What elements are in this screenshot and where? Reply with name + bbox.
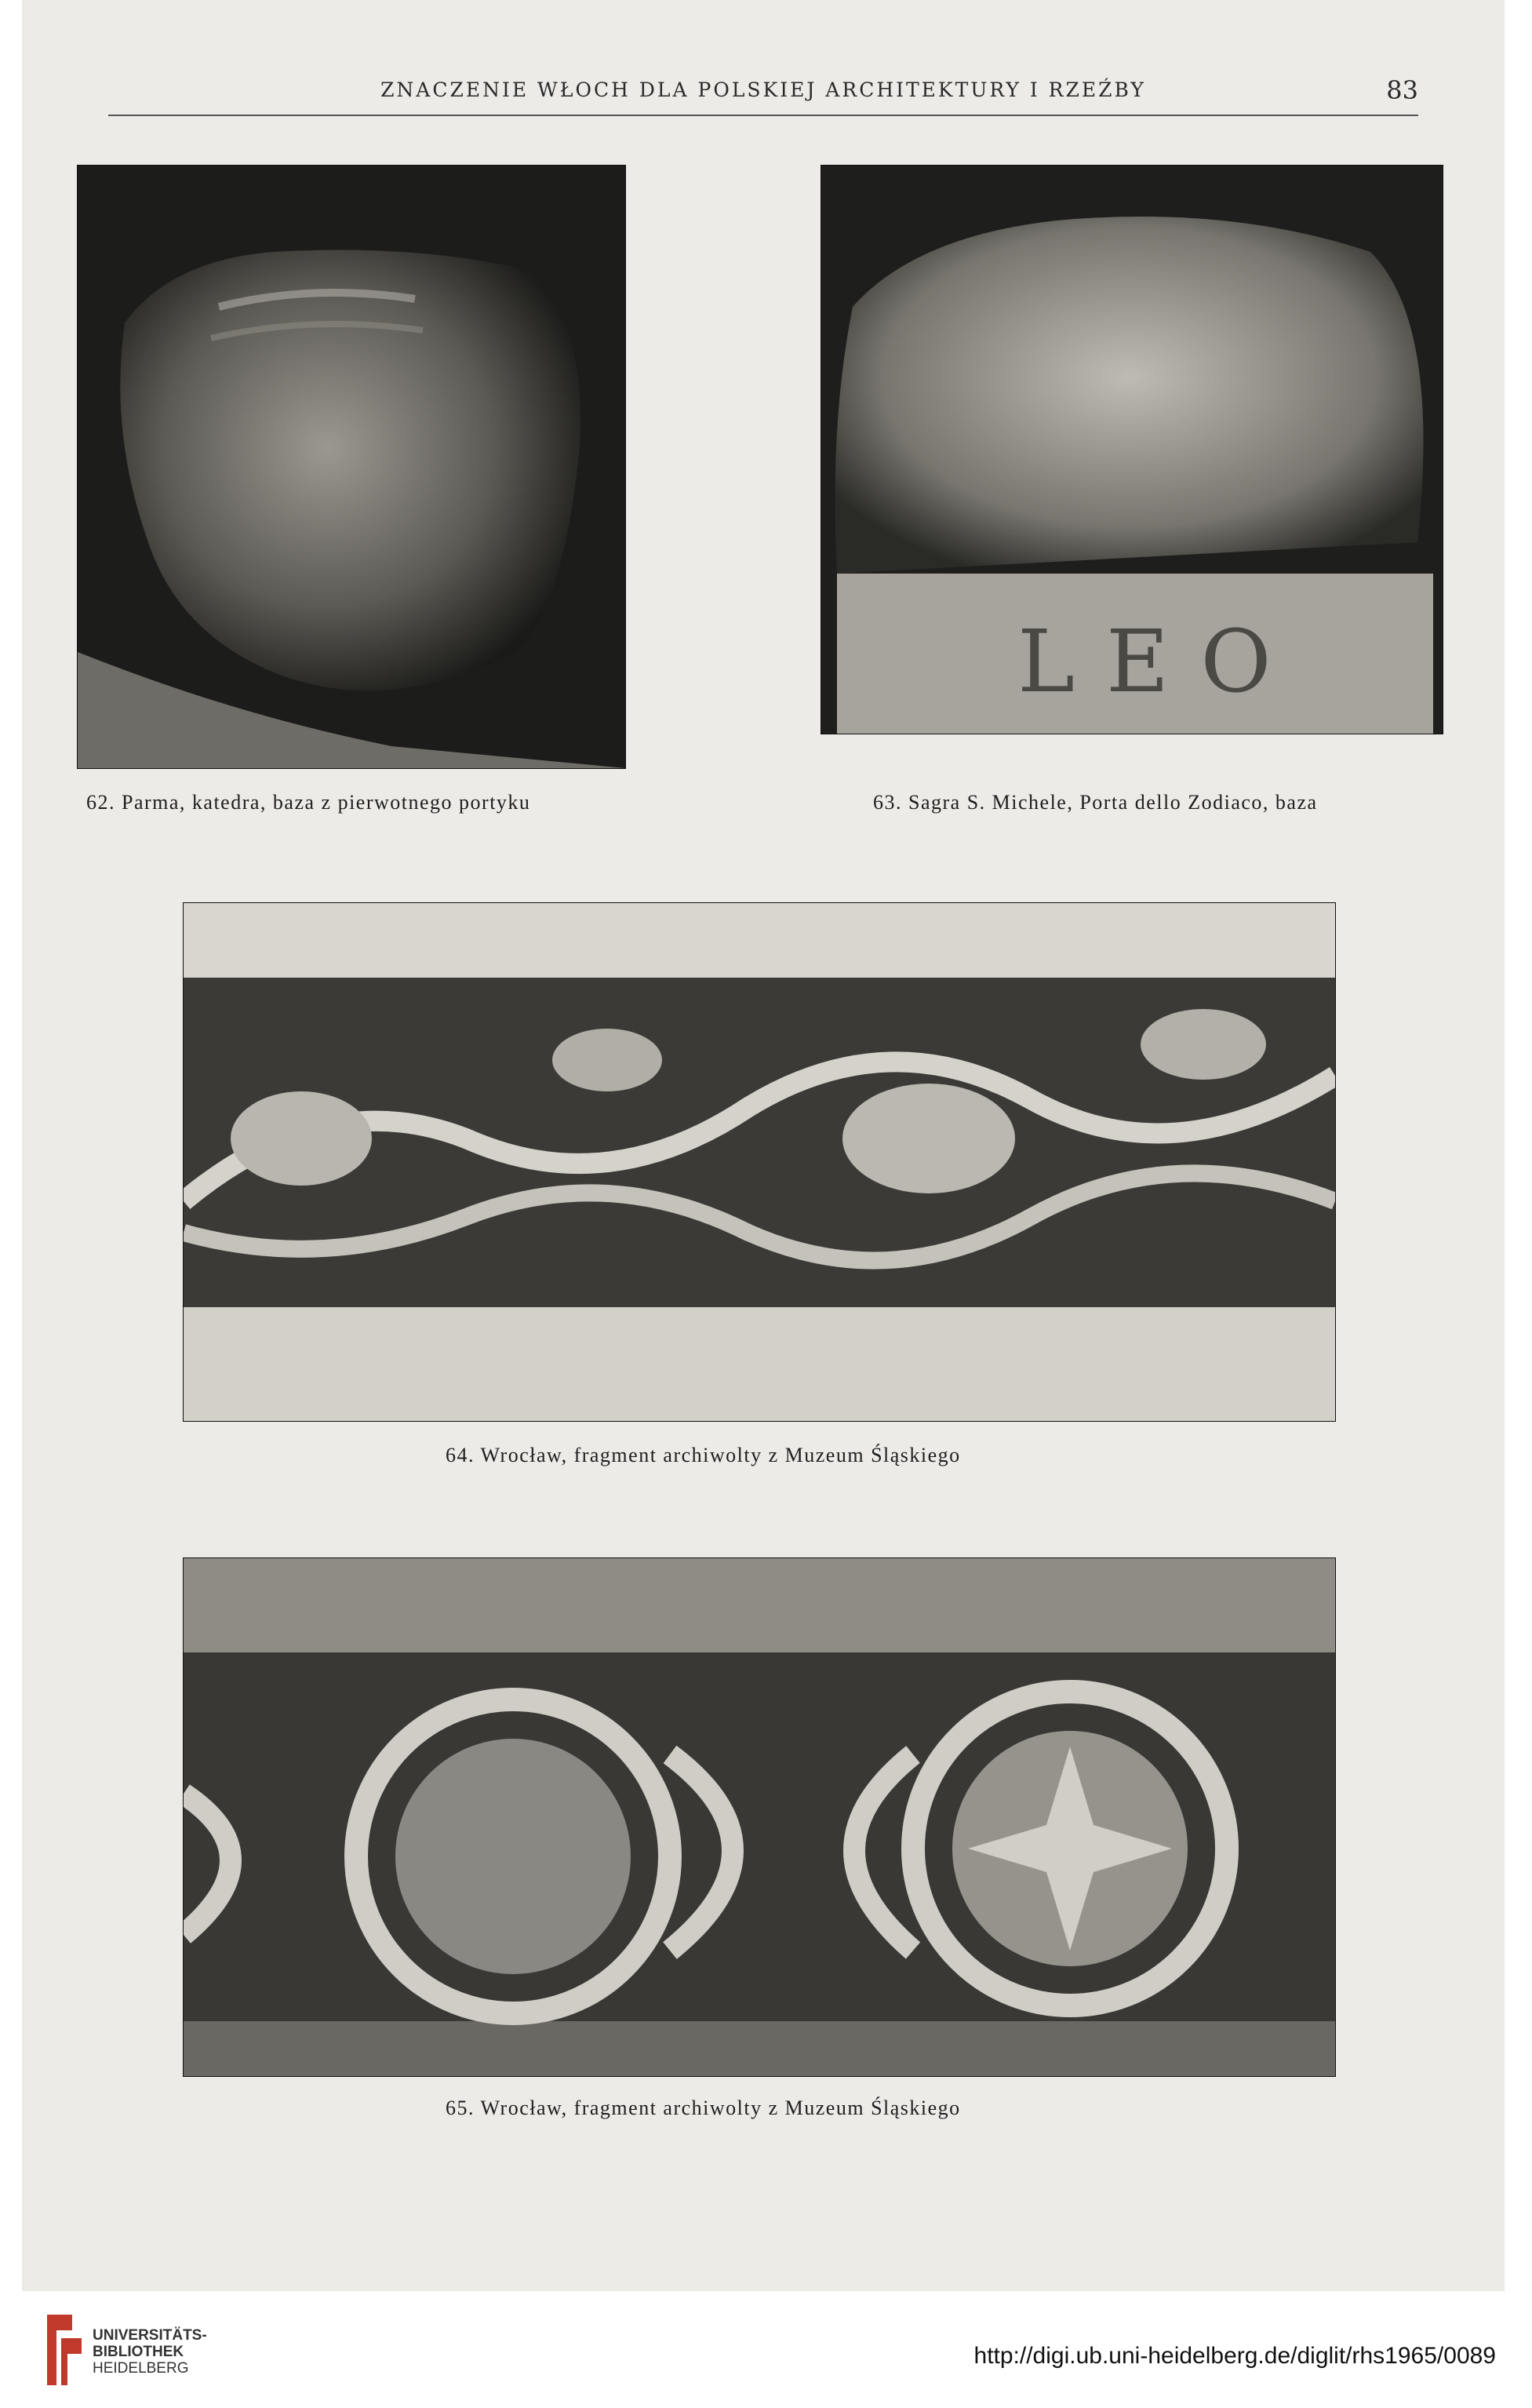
figure-62-photo [77, 165, 626, 769]
library-logo-icon [41, 2307, 88, 2393]
page-number: 83 [1386, 75, 1418, 105]
book-page [22, 0, 1505, 2291]
header-rule [108, 115, 1418, 116]
figure-65-caption: 65. Wrocław, fragment archiwolty z Muzeum Śląskiego [446, 2097, 961, 2119]
figure-64-photo [183, 902, 1336, 1422]
figure-63-photo [821, 165, 1443, 734]
figure-65-photo [183, 1557, 1336, 2077]
running-head: ZNACZENIE WŁOCH DLA POLSKIEJ ARCHITEKTURY I RZEŹBY [380, 78, 1146, 101]
library-name: UNIVERSITÄTS- BIBLIOTHEK HEIDELBERG [93, 2327, 207, 2377]
figure-64-caption: 64. Wrocław, fragment archiwolty z Muzeum Śląskiego [446, 1444, 961, 1466]
figure-63-caption: 63. Sagra S. Michele, Porta dello Zodiaco, baza [873, 791, 1318, 814]
figure-62-caption: 62. Parma, katedra, baza z pierwotnego portyku [86, 791, 531, 814]
leo-inscription: LEO [1017, 611, 1303, 712]
source-url: http://digi.ub.uni-heidelberg.de/diglit/rhs1965/0089 [973, 2343, 1496, 2369]
